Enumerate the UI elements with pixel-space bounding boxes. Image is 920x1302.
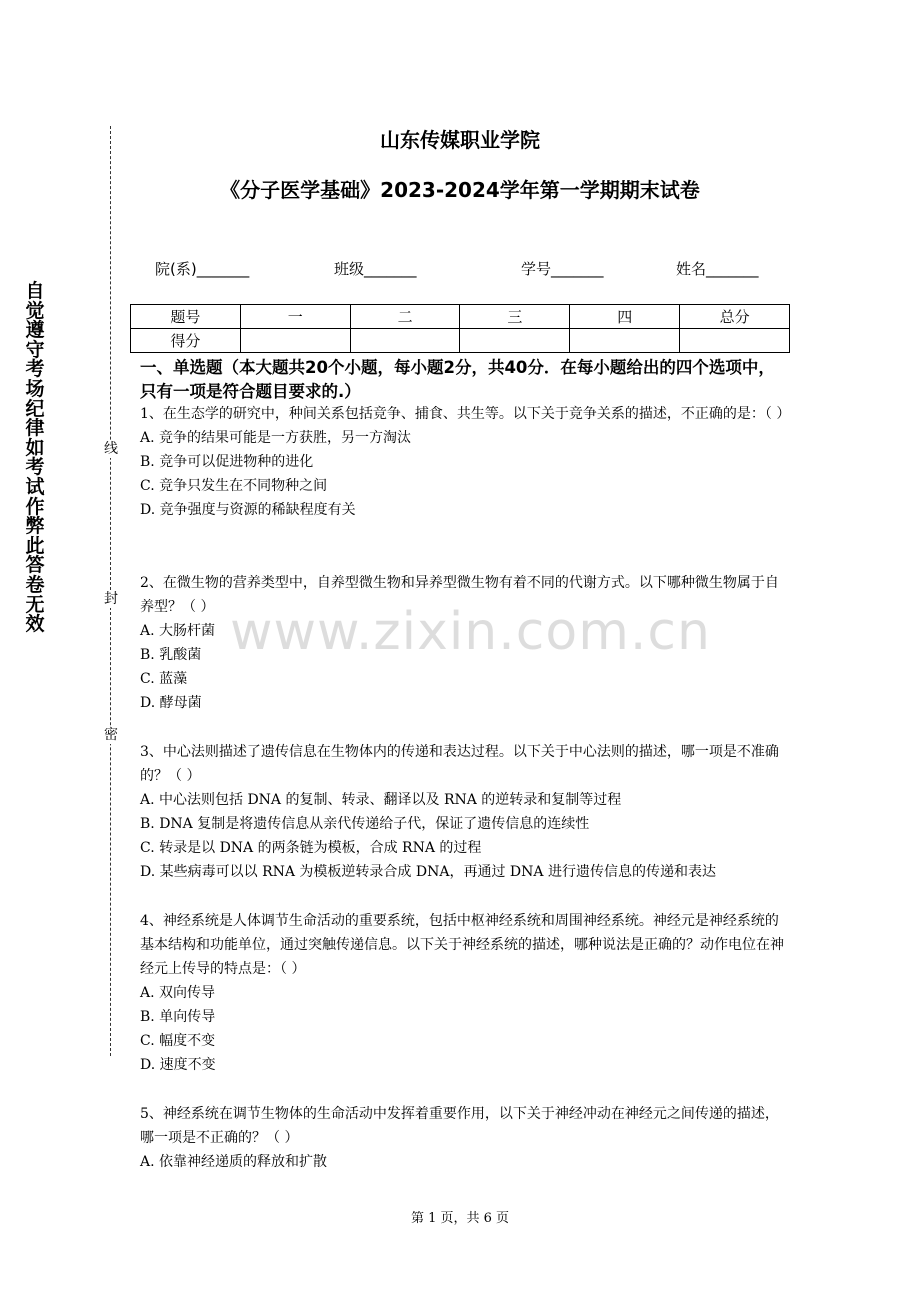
option-d: D. 酵母菌: [140, 695, 202, 711]
binding-mark-line: 线: [104, 441, 118, 457]
question-stem: 3、中心法则描述了遗传信息在生物体内的传递和表达过程。以下关于中心法则的描述，哪一项是不准确的？（ ）: [140, 744, 779, 784]
score-header-cell: 四: [570, 305, 680, 329]
name-field: 姓名_______: [676, 260, 759, 278]
question-stem: 5、神经系统在调节生物体的生命活动中发挥着重要作用，以下关于神经冲动在神经元之间传递的描述，哪一项是不正确的？（ ）: [140, 1106, 779, 1146]
option-a: A. 双向传导: [140, 985, 216, 1001]
option-b: B. DNA 复制是将遗传信息从亲代传递给子代，保证了遗传信息的连续性: [140, 816, 590, 832]
score-header-cell: 总分: [680, 305, 790, 329]
score-header-cell: 题号: [131, 305, 241, 329]
student-id-field: 学号_______: [521, 260, 604, 278]
score-cell: [240, 329, 350, 353]
score-table: [130, 304, 790, 353]
option-a: A. 竞争的结果可能是一方获胜，另一方淘汰: [140, 430, 412, 446]
option-b: B. 竞争可以促进物种的进化: [140, 454, 314, 470]
question-stem: 2、在微生物的营养类型中，自养型微生物和异养型微生物有着不同的代谢方式。以下哪种微生物属于自养型？（ ）: [140, 575, 779, 615]
score-header-cell: 二: [350, 305, 460, 329]
exam-discipline-warning: 自觉遵守考场纪律如考试作弊此答卷无效: [25, 280, 45, 636]
department-field: 院(系)_______: [155, 260, 250, 278]
question-stem: 1、在生态学的研究中，种间关系包括竞争、捕食、共生等。以下关于竞争关系的描述，不正确的是：（ ）: [140, 406, 791, 422]
score-cell: [460, 329, 570, 353]
score-row-label: 得分: [131, 329, 241, 353]
score-cell: [350, 329, 460, 353]
option-a: A. 中心法则包括 DNA 的复制、转录、翻译以及 RNA 的逆转录和复制等过程: [140, 792, 622, 808]
watermark: www.zixin.com.cn: [230, 602, 711, 662]
question-1: [140, 402, 791, 522]
score-table-score-row: [131, 329, 790, 353]
option-b: B. 乳酸菌: [140, 647, 202, 663]
page-footer: 第 1 页，共 6 页: [410, 1211, 510, 1226]
score-header-cell: 一: [240, 305, 350, 329]
option-d: D. 速度不变: [140, 1057, 216, 1073]
option-c: C. 蓝藻: [140, 671, 188, 687]
score-table-header-row: [131, 305, 790, 329]
option-c: C. 转录是以 DNA 的两条链为模板，合成 RNA 的过程: [140, 840, 482, 856]
binding-mark-secret: 密: [104, 727, 118, 743]
question-stem: 4、神经系统是人体调节生命活动的重要系统，包括中枢神经系统和周围神经系统。神经元是神经系统的基本结构和功能单位，通过突触传递信息。以下关于神经系统的描述，哪种说法是正确的？动作电位在神经元上传导的特点是：（ ）: [140, 913, 784, 977]
question-3: [140, 740, 785, 884]
class-field: 班级_______: [334, 260, 417, 278]
school-name: 山东传媒职业学院: [380, 128, 540, 152]
binding-mark-seal: 封: [104, 591, 118, 607]
student-info-row: [0, 258, 920, 280]
score-cell: [680, 329, 790, 353]
option-c: C. 竞争只发生在不同物种之间: [140, 478, 328, 494]
option-d: D. 竞争强度与资源的稀缺程度有关: [140, 502, 356, 518]
option-b: B. 单向传导: [140, 1009, 216, 1025]
score-header-cell: 三: [460, 305, 570, 329]
question-4: [140, 909, 785, 1077]
question-5: [140, 1102, 785, 1174]
score-cell: [570, 329, 680, 353]
option-c: C. 幅度不变: [140, 1033, 216, 1049]
option-d: D. 某些病毒可以以 RNA 为模板逆转录合成 DNA，再通过 DNA 进行遗传信息的传递和表达: [140, 864, 716, 880]
exam-title: 《分子医学基础》2023-2024学年第一学期期末试卷: [220, 178, 700, 202]
section-title: 一、单选题（本大题共20个小题，每小题2分，共40分．在每小题给出的四个选项中，只有一项是符合题目要求的.）: [140, 358, 775, 401]
option-a: A. 大肠杆菌: [140, 623, 216, 639]
option-a: A. 依靠神经递质的释放和扩散: [140, 1154, 328, 1170]
